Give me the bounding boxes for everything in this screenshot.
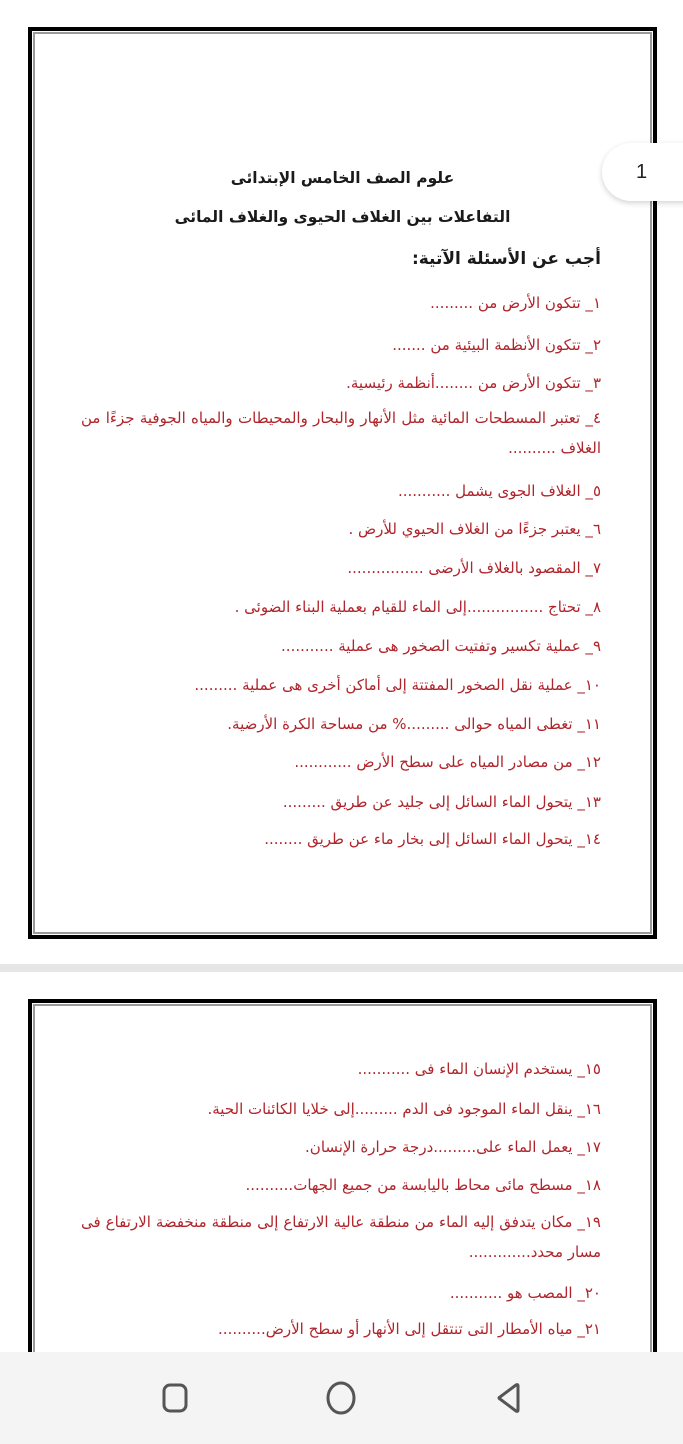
question-16: ١٦_ ينقل الماء الموجود فى الدم .........إلى خلايا الكائنات الحية. xyxy=(207,1100,601,1118)
question-17: ١٧_ يعمل الماء على.........درجة حرارة الإنسان. xyxy=(305,1138,601,1156)
question-7: ٧_ المقصود بالغلاف الأرضى ................ xyxy=(347,559,601,577)
recent-apps-icon xyxy=(162,1383,188,1413)
back-icon xyxy=(495,1381,521,1415)
system-navigation-bar xyxy=(0,1352,683,1444)
question-2: ٢_ تتكون الأنظمة البيئية من ....... xyxy=(392,336,601,354)
question-5: ٥_ الغلاف الجوى يشمل ........... xyxy=(397,482,601,500)
question-4: ٤_ تعتبر المسطحات المائية مثل الأنهار والبحار والمحيطات والمياه الجوفية جزءًا من الغلاف .......... xyxy=(81,409,601,457)
recent-apps-button[interactable] xyxy=(155,1378,195,1418)
question-12: ١٢_ من مصادر المياه على سطح الأرض ............ xyxy=(294,753,601,771)
question-18: ١٨_ مسطح مائى محاط باليابسة من جميع الجهات.......... xyxy=(245,1176,601,1194)
question-10: ١٠_ عملية نقل الصخور المفتتة إلى أماكن أخرى هى عملية ......... xyxy=(194,676,601,694)
question-13: ١٣_ يتحول الماء السائل إلى جليد عن طريق ......... xyxy=(282,793,601,811)
question-11: ١١_ تغطى المياه حوالى .........% من مساحة الكرة الأرضية. xyxy=(227,715,601,733)
page-separator xyxy=(0,964,683,972)
question-20: ٢٠_ المصب هو ........... xyxy=(449,1284,601,1302)
question-9: ٩_ عملية تكسير وتفتيت الصخور هى عملية ........... xyxy=(281,637,601,655)
document-subtitle: التفاعلات بين الغلاف الحيوى والغلاف المائى xyxy=(174,208,511,226)
document-page-2 xyxy=(28,999,657,1352)
question-3: ٣_ تتكون الأرض من ........أنظمة رئيسية. xyxy=(346,374,601,392)
question-1: ١_ تتكون الأرض من ......... xyxy=(430,294,601,312)
document-page-1 xyxy=(28,27,657,939)
home-button[interactable] xyxy=(321,1378,361,1418)
question-14: ١٤_ يتحول الماء السائل إلى بخار ماء عن طريق ........ xyxy=(264,830,601,848)
question-19: ١٩_ مكان يتدفق إليه الماء من منطقة عالية الارتفاع إلى منطقة منخفضة الارتفاع فى مسار محدد............. xyxy=(81,1213,601,1261)
home-icon xyxy=(325,1380,357,1416)
question-15: ١٥_ يستخدم الإنسان الماء فى ........... xyxy=(357,1060,601,1078)
page-number-indicator xyxy=(602,143,683,201)
question-21: ٢١_ مياه الأمطار التى تنتقل إلى الأنهار أو سطح الأرض.......... xyxy=(218,1320,601,1338)
page-number: 1 xyxy=(636,160,648,183)
back-button[interactable] xyxy=(488,1378,528,1418)
instruction-heading: أجب عن الأسئلة الآتية: xyxy=(411,249,601,269)
document-title: علوم الصف الخامس الإبتدائى xyxy=(230,169,455,187)
question-6: ٦_ يعتبر جزءًا من الغلاف الحيوي للأرض . xyxy=(348,520,601,538)
question-8: ٨_ تحتاج ................إلى الماء للقيام بعملية البناء الضوئى . xyxy=(234,598,601,616)
